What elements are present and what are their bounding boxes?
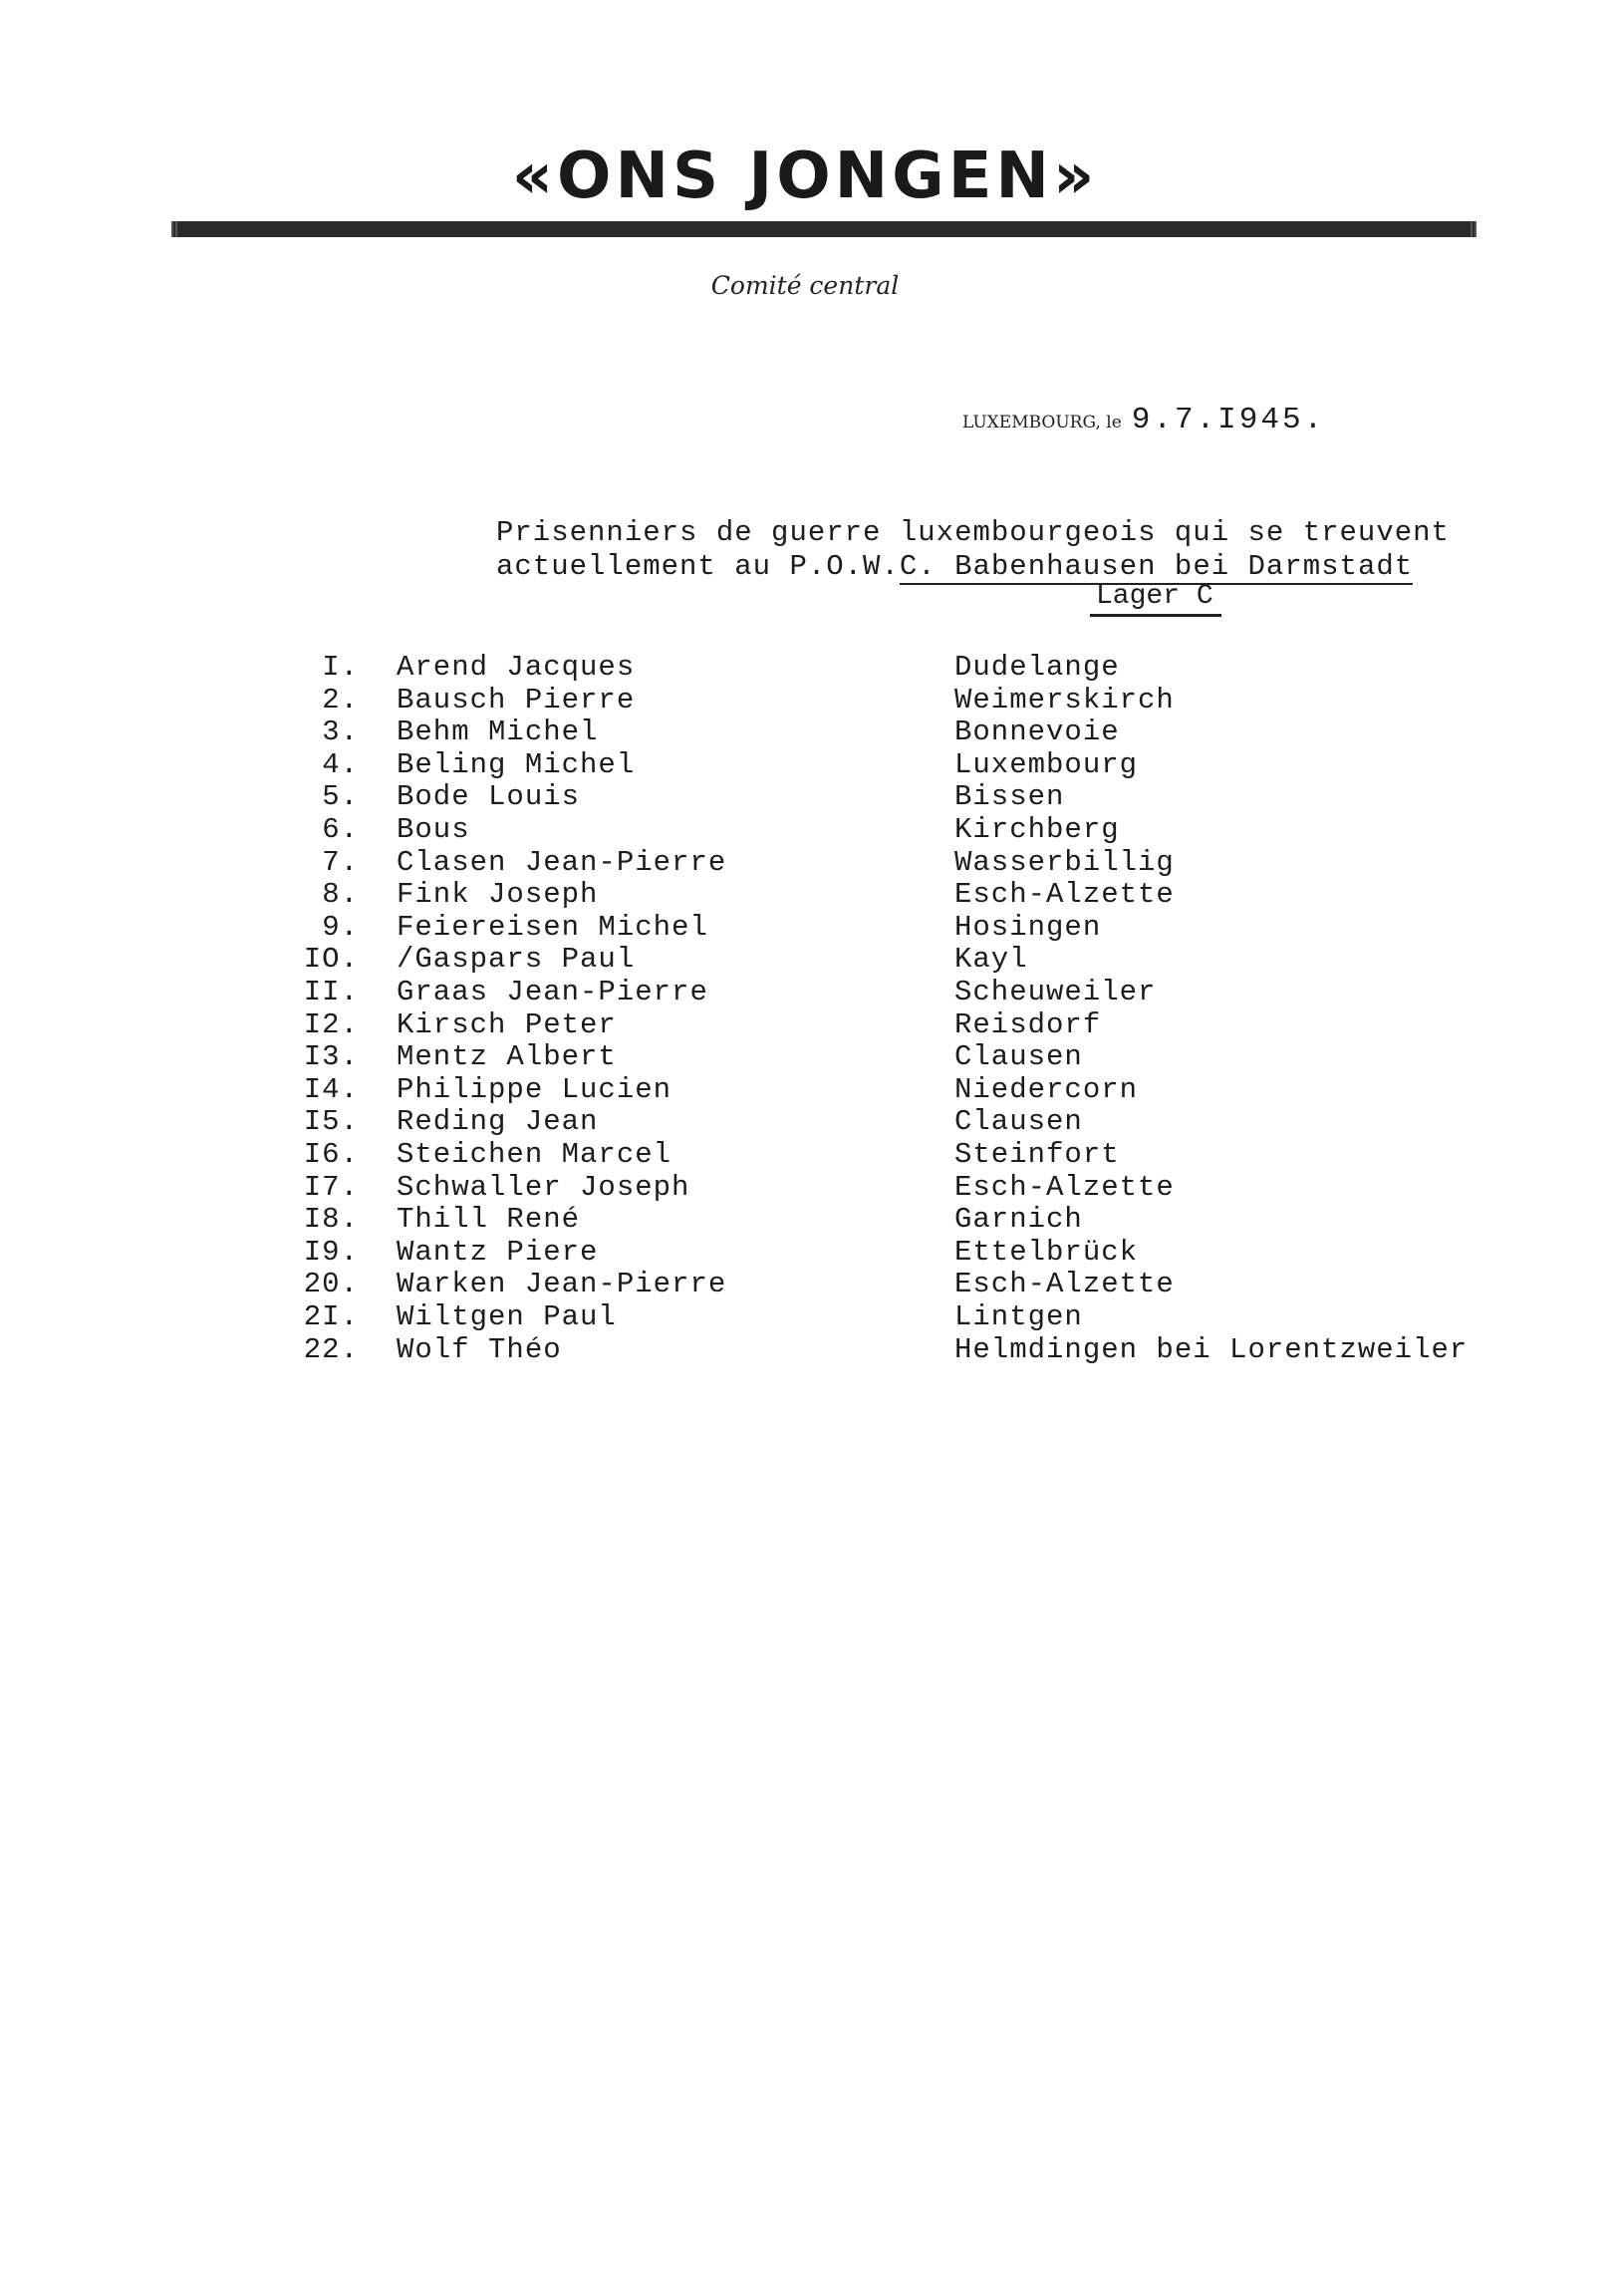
prisoner-name: Mentz Albert	[397, 1040, 617, 1074]
dateline	[962, 403, 1325, 437]
prisoner-town: Bissen	[954, 780, 1065, 814]
prisoner-town: Kirchberg	[954, 813, 1120, 846]
heading-line-2-underlined: C. Babenhausen bei Darmstadt	[899, 550, 1414, 583]
prisoner-number: 20.	[303, 1268, 359, 1301]
prisoner-town: Helmdingen bei Lorentzweiler	[954, 1332, 1469, 1366]
prisoner-name: Clasen Jean-Pierre	[397, 845, 727, 879]
prisoner-name: Bode Louis	[397, 780, 581, 814]
prisoner-name: Graas Jean-Pierre	[397, 976, 708, 1008]
prisoner-number: I7.	[303, 1170, 359, 1204]
prisoner-number: I4.	[303, 1072, 359, 1106]
prisoner-town: Reisdorf	[954, 1007, 1102, 1041]
letterhead-subtitle: Comité central	[710, 271, 900, 300]
prisoner-town: Niedercorn	[954, 1072, 1139, 1106]
prisoner-name: /Gaspars Paul	[397, 943, 636, 977]
prisoner-town: Kayl	[954, 943, 1028, 977]
letterhead-title: «ONS JONGEN»	[511, 140, 1099, 213]
prisoner-number: I5.	[303, 1105, 359, 1139]
prisoner-town: Luxembourg	[954, 747, 1139, 781]
prisoner-town: Clausen	[954, 1040, 1083, 1074]
prisoner-town: Steinfort	[954, 1138, 1120, 1171]
prisoner-town: Bonnevoie	[954, 716, 1120, 749]
prisoner-number: 9.	[322, 910, 359, 944]
prisoner-number: I9.	[303, 1235, 359, 1269]
letterhead-rule	[171, 221, 1476, 237]
heading-line-1: Prisenniers de guerre luxembourgeois qui se treuvent	[496, 516, 1450, 549]
prisoner-number: 3.	[322, 716, 359, 749]
prisoner-number: 2.	[322, 683, 359, 717]
prisoner-town: Lintgen	[954, 1300, 1083, 1333]
prisoner-name: Feiereisen Michel	[397, 910, 708, 944]
prisoner-number: I.	[322, 651, 359, 684]
prisoner-number: 22.	[303, 1332, 359, 1366]
prisoner-name: Wiltgen Paul	[397, 1300, 617, 1333]
prisoner-number: IO.	[303, 943, 359, 977]
list-heading	[496, 516, 1450, 584]
prisoner-number: 5.	[322, 780, 359, 814]
prisoner-town: Garnich	[954, 1203, 1083, 1237]
prisoner-name: Steichen Marcel	[397, 1138, 672, 1171]
prisoner-number: 6.	[322, 813, 359, 846]
prisoner-number: I2.	[303, 1007, 359, 1041]
prisoner-number: 7.	[322, 845, 359, 879]
prisoner-number: 2I.	[303, 1300, 359, 1333]
prisoner-number: 4.	[322, 747, 359, 781]
prisoner-town: Clausen	[954, 1105, 1083, 1139]
prisoner-number: I3.	[303, 1040, 359, 1074]
prisoner-number: 8.	[322, 878, 359, 912]
prisoner-name: Behm Michel	[397, 716, 599, 749]
prisoner-town: Wasserbillig	[954, 845, 1175, 879]
prisoner-town: Ettelbrück	[954, 1235, 1139, 1269]
heading-lager: Lager C	[1090, 581, 1221, 617]
dateline-date: 9.7.I945.	[1131, 403, 1326, 437]
dateline-place: LUXEMBOURG, le	[962, 413, 1122, 432]
prisoner-number: I6.	[303, 1138, 359, 1171]
prisoner-name: Kirsch Peter	[397, 1007, 617, 1041]
prisoner-town: Weimerskirch	[954, 683, 1175, 717]
prisoner-town: Esch-Alzette	[954, 1268, 1175, 1301]
prisoner-name: Bausch Pierre	[397, 683, 636, 717]
prisoner-town: Scheuweiler	[954, 976, 1157, 1008]
prisoner-name: Fink Joseph	[397, 878, 599, 912]
prisoner-name: Warken Jean-Pierre	[397, 1268, 727, 1301]
prisoner-town: Dudelange	[954, 651, 1120, 684]
prisoner-name: Philippe Lucien	[397, 1072, 672, 1106]
prisoner-name: Wantz Piere	[397, 1235, 599, 1269]
prisoner-number: I8.	[303, 1203, 359, 1237]
prisoner-name: Bous	[397, 813, 470, 846]
prisoner-name: Beling Michel	[397, 747, 636, 781]
prisoner-town: Hosingen	[954, 910, 1102, 944]
prisoner-name: Thill René	[397, 1203, 581, 1237]
prisoner-number: II.	[303, 976, 359, 1008]
prisoner-town: Esch-Alzette	[954, 878, 1175, 912]
prisoner-name: Arend Jacques	[397, 651, 636, 684]
heading-line-2-prefix: actuellement au P.O.W.	[496, 550, 900, 583]
prisoner-name: Reding Jean	[397, 1105, 599, 1139]
prisoner-name: Schwaller Joseph	[397, 1170, 690, 1204]
prisoner-name: Wolf Théo	[397, 1332, 562, 1366]
prisoner-town: Esch-Alzette	[954, 1170, 1175, 1204]
